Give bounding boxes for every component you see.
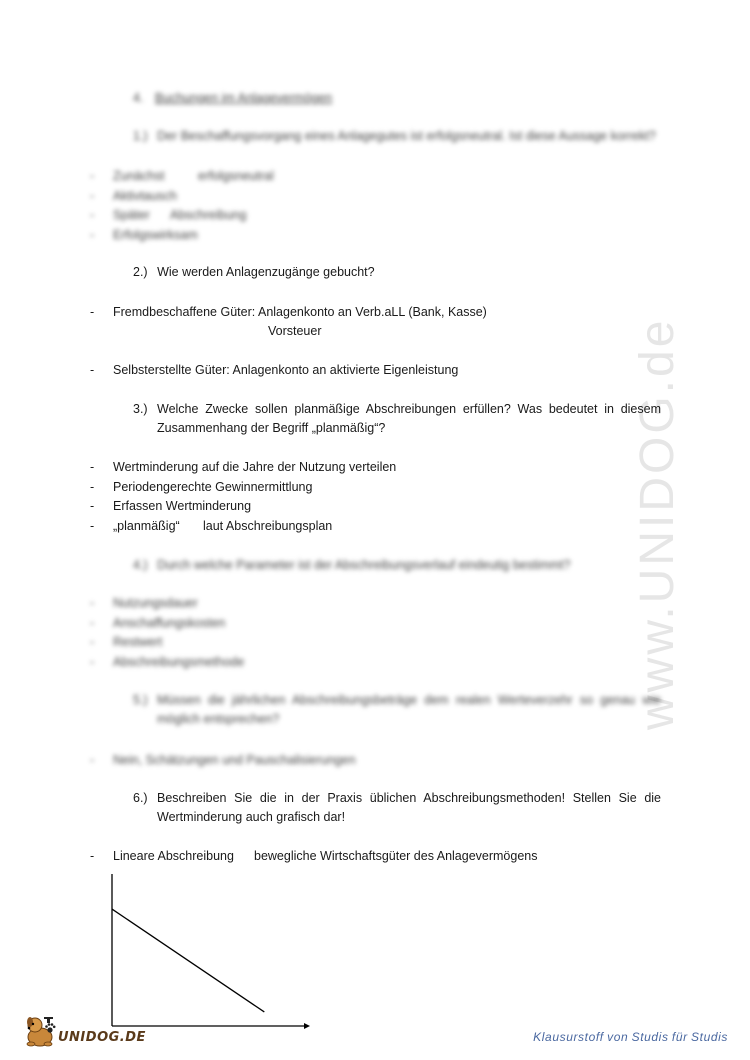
question-number: 6.): [133, 791, 148, 805]
list-item: Periodengerechte Gewinnermittlung: [113, 480, 313, 494]
question-6: [133, 789, 661, 827]
footer-word: Klausurstoff: [533, 1030, 604, 1044]
question-text: Welche Zwecke sollen planmäßige Abschreibungen erfüllen? Was bedeutet in diesem: [157, 402, 661, 416]
question-1: [133, 128, 656, 144]
list-item-extra: erfolgsneutral: [198, 169, 274, 183]
question-text: Der Beschaffungsvorgang eines Anlagegutes ist erfolgsneutral. Ist diese Aussage korrekt?: [157, 129, 656, 143]
list-dash: -: [90, 519, 95, 533]
question-2: [133, 264, 375, 280]
question-number: 2.): [133, 265, 148, 279]
question-text-continuation: Zusammenhang der Begriff „planmäßig“?: [157, 421, 386, 435]
list-item-extra: laut Abschreibungsplan: [203, 519, 333, 533]
list-item: Erfolgswirksam: [113, 228, 198, 242]
question-3: [133, 400, 661, 438]
watermark: www.UNIDOG.de: [631, 317, 684, 730]
question-4: [133, 557, 570, 573]
question-text: Durch welche Parameter ist der Abschreibungsverlauf eindeutig bestimmt?: [157, 558, 571, 572]
list-item: Restwert: [113, 635, 163, 649]
list-item: Aktivtausch: [113, 189, 177, 203]
list-dash: -: [90, 208, 95, 222]
question-text-continuation: möglich entsprechen?: [157, 712, 280, 726]
question-number: 4.): [133, 558, 148, 572]
list-item: Später: [113, 208, 150, 222]
list-dash: -: [90, 753, 95, 767]
chart-series-line: [112, 909, 264, 1012]
list-item-extra: bewegliche Wirtschaftsgüter des Anlagevermögens: [254, 849, 538, 863]
list-dash: -: [90, 363, 95, 377]
depreciation-chart: [100, 870, 310, 1030]
list-item: Nein, Schätzungen und Pauschalisierungen: [113, 753, 356, 767]
section-title: Buchungen im Anlagevermögen: [154, 91, 333, 105]
question-5: [133, 691, 661, 729]
list-item: Wertminderung auf die Jahre der Nutzung verteilen: [113, 460, 397, 474]
list-item-continuation: Vorsteuer: [268, 324, 322, 338]
list-dash: -: [90, 228, 95, 242]
list-item: Abschreibungsmethode: [113, 655, 245, 669]
list-item: „planmäßig“: [113, 519, 180, 533]
section-heading: [133, 90, 332, 106]
list-dash: -: [90, 635, 95, 649]
list-dash: -: [90, 655, 95, 669]
list-item: Lineare Abschreibung: [113, 849, 234, 863]
question-number: 1.): [133, 129, 148, 143]
question-number: 3.): [133, 402, 148, 416]
list-item: Zunächst: [113, 169, 165, 183]
question-text: Wie werden Anlagenzugänge gebucht?: [157, 265, 375, 279]
list-dash: -: [90, 460, 95, 474]
list-item: Selbsterstellte Güter: Anlagenkonto an aktivierte Eigenleistung: [113, 363, 459, 377]
footer-word: Studis: [691, 1030, 728, 1044]
footer-word: von: [607, 1030, 629, 1044]
list-dash: -: [90, 305, 95, 319]
question-text: Müssen die jährlichen Abschreibungsbeträge dem realen Werteverzehr so genau wie: [157, 693, 661, 707]
paw-print-icon: [44, 1022, 56, 1034]
list-dash: -: [90, 480, 95, 494]
list-dash: -: [90, 849, 95, 863]
list-item: Nutzungsdauer: [113, 596, 198, 610]
footer-word: Studis: [631, 1030, 669, 1044]
list-item: Erfassen Wertminderung: [113, 499, 252, 513]
list-dash: -: [90, 499, 95, 513]
list-item: Anschaffungskosten: [113, 616, 226, 630]
logo-text: UNIDOG.DE: [58, 1030, 146, 1045]
list-dash: -: [90, 616, 95, 630]
question-number: 5.): [133, 693, 148, 707]
question-text: Beschreiben Sie die in der Praxis üblichen Abschreibungsmethoden! Stellen Sie die: [157, 791, 661, 805]
footer-word: für: [671, 1030, 688, 1044]
list-dash: -: [90, 596, 95, 610]
list-item: Fremdbeschaffene Güter: Anlagenkonto an Verb.aLL (Bank, Kasse): [113, 305, 487, 319]
question-text-continuation: Wertminderung auch grafisch dar!: [157, 810, 346, 824]
list-item-extra: Abschreibung: [170, 208, 247, 222]
section-number: 4.: [133, 91, 144, 105]
list-dash: -: [90, 189, 95, 203]
footer-slogan: [533, 1030, 728, 1044]
chart-x-axis-arrow: [304, 1023, 310, 1029]
list-dash: -: [90, 169, 95, 183]
